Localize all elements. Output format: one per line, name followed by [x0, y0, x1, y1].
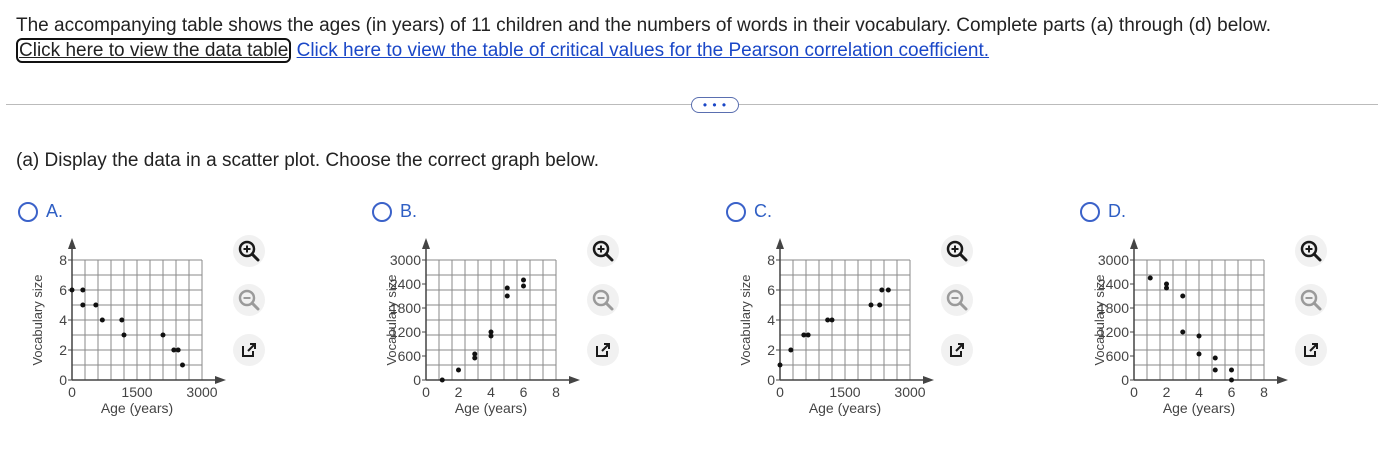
y-tick-label: 600 [397, 348, 421, 364]
y-tick-label: 3000 [1097, 252, 1129, 268]
data-point [1180, 330, 1185, 335]
zoom-out-icon[interactable] [1295, 284, 1327, 316]
x-axis-arrow [569, 376, 580, 384]
y-tick-label: 1800 [389, 300, 421, 316]
zoom-out-icon[interactable] [233, 284, 265, 316]
plot-grid [426, 260, 556, 380]
data-point [801, 333, 806, 338]
data-point [1197, 334, 1202, 339]
data-point [879, 288, 884, 293]
data-point [869, 303, 874, 308]
x-axis-arrow [923, 376, 934, 384]
x-axis-label: Age (years) [1162, 400, 1236, 416]
expand-more-button[interactable]: • • • [691, 97, 739, 113]
y-tick-label: 6 [767, 282, 775, 298]
data-point [119, 318, 124, 323]
option-b[interactable] [372, 201, 417, 222]
data-point [180, 363, 185, 368]
x-tick-label: 1500 [829, 384, 861, 400]
y-tick-label: 2 [767, 342, 775, 358]
data-point [80, 288, 85, 293]
x-tick-label: 0 [776, 384, 784, 400]
y-tick-label: 600 [1105, 348, 1129, 364]
data-point [70, 288, 75, 293]
data-point [1213, 356, 1218, 361]
data-point [489, 330, 494, 335]
y-tick-label: 4 [59, 312, 67, 328]
y-tick-label: 6 [59, 282, 67, 298]
data-point [1229, 378, 1234, 383]
option-d[interactable] [1080, 201, 1126, 222]
x-axis-label: Age (years) [808, 400, 882, 416]
zoom-in-icon[interactable] [1295, 235, 1327, 267]
data-point [456, 368, 461, 373]
x-tick-label: 4 [487, 384, 495, 400]
x-tick-label: 0 [422, 384, 430, 400]
x-tick-label: 2 [454, 384, 463, 400]
popout-icon[interactable] [233, 334, 265, 366]
popout-icon[interactable] [941, 334, 973, 366]
zoom-in-icon[interactable] [233, 235, 265, 267]
data-point [161, 333, 166, 338]
data-point [122, 333, 127, 338]
plot-grid [72, 260, 202, 380]
popout-icon[interactable] [1295, 334, 1327, 366]
option-a[interactable] [18, 201, 63, 222]
y-axis-arrow [68, 238, 76, 249]
radio-d[interactable] [1080, 202, 1100, 222]
plot-grid [1134, 260, 1264, 380]
x-tick-label: 4 [1195, 384, 1203, 400]
data-point [80, 303, 85, 308]
y-axis-arrow [776, 238, 784, 249]
y-tick-label: 0 [1121, 372, 1129, 388]
data-point [1229, 368, 1234, 373]
y-tick-label: 2 [59, 342, 67, 358]
data-point [440, 378, 445, 383]
radio-b[interactable] [372, 202, 392, 222]
popout-icon[interactable] [587, 334, 619, 366]
data-point [521, 284, 526, 289]
x-tick-label: 0 [68, 384, 76, 400]
y-axis-arrow [1130, 238, 1138, 249]
y-tick-label: 8 [767, 252, 775, 268]
zoom-in-icon[interactable] [941, 235, 973, 267]
data-point [505, 286, 510, 291]
zoom-in-icon[interactable] [587, 235, 619, 267]
x-axis-label: Age (years) [454, 400, 528, 416]
x-tick-label: 2 [1162, 384, 1171, 400]
zoom-out-icon[interactable] [587, 284, 619, 316]
data-point [1213, 368, 1218, 373]
plot-grid [780, 260, 910, 380]
data-point [171, 348, 176, 353]
data-point [830, 318, 835, 323]
data-point [100, 318, 105, 323]
option-d-label: D. [1108, 201, 1126, 221]
y-tick-label: 8 [59, 252, 67, 268]
scatter-plot-b [382, 232, 592, 432]
y-tick-label: 1200 [1097, 324, 1129, 340]
critical-values-link[interactable]: Click here to view the table of critical values for the Pearson correlation coefficient. [296, 40, 990, 61]
x-tick-label: 1500 [121, 384, 153, 400]
x-tick-label: 6 [1227, 384, 1236, 400]
y-axis-arrow [422, 238, 430, 249]
x-tick-label: 3000 [894, 384, 926, 400]
data-point [1148, 276, 1153, 281]
question-text: (a) Display the data in a scatter plot. Choose the correct graph below. [16, 150, 599, 171]
scatter-plot-a [28, 232, 238, 432]
x-tick-label: 0 [1130, 384, 1138, 400]
y-tick-label: 1200 [389, 324, 421, 340]
scatter-plot-c [736, 232, 946, 432]
y-tick-label: 1800 [1097, 300, 1129, 316]
intro-text: The accompanying table shows the ages (in years) of 11 children and the numbers of words in their vocabulary. Complete parts (a) through (d) below. [16, 15, 1272, 36]
data-point [886, 288, 891, 293]
x-tick-label: 3000 [186, 384, 218, 400]
data-point [93, 303, 98, 308]
data-table-link[interactable]: Click here to view the data table [16, 38, 291, 63]
x-tick-label: 6 [519, 384, 528, 400]
x-tick-label: 8 [552, 384, 560, 400]
option-a-label: A. [46, 201, 64, 221]
data-point [505, 294, 510, 299]
y-tick-label: 3000 [389, 252, 421, 268]
radio-c[interactable] [726, 202, 746, 222]
y-tick-label: 0 [767, 372, 775, 388]
x-axis-label: Age (years) [100, 400, 174, 416]
data-point [176, 348, 181, 353]
y-tick-label: 4 [767, 312, 775, 328]
data-point [788, 348, 793, 353]
y-tick-label: 0 [59, 372, 67, 388]
y-tick-label: 2400 [389, 276, 421, 292]
y-tick-label: 2400 [1097, 276, 1129, 292]
data-point [877, 303, 882, 308]
zoom-out-icon[interactable] [941, 284, 973, 316]
option-c-label: C. [754, 201, 772, 221]
data-point [521, 278, 526, 283]
x-tick-label: 8 [1260, 384, 1268, 400]
x-axis-arrow [1277, 376, 1288, 384]
data-point [1164, 286, 1169, 291]
radio-a[interactable] [18, 202, 38, 222]
data-point [1180, 294, 1185, 299]
option-c[interactable] [726, 201, 772, 222]
y-axis-label: Vocabulary size [1092, 274, 1107, 366]
scatter-plot-d [1090, 232, 1300, 432]
data-point [1197, 352, 1202, 357]
data-point [806, 333, 811, 338]
x-axis-arrow [215, 376, 226, 384]
y-tick-label: 0 [413, 372, 421, 388]
y-axis-label: Vocabulary size [738, 274, 753, 366]
option-b-label: B. [400, 201, 418, 221]
y-axis-label: Vocabulary size [384, 274, 399, 366]
y-axis-label: Vocabulary size [30, 274, 45, 366]
data-point [778, 363, 783, 368]
data-point [472, 352, 477, 357]
data-point [825, 318, 830, 323]
links-row [16, 39, 989, 63]
